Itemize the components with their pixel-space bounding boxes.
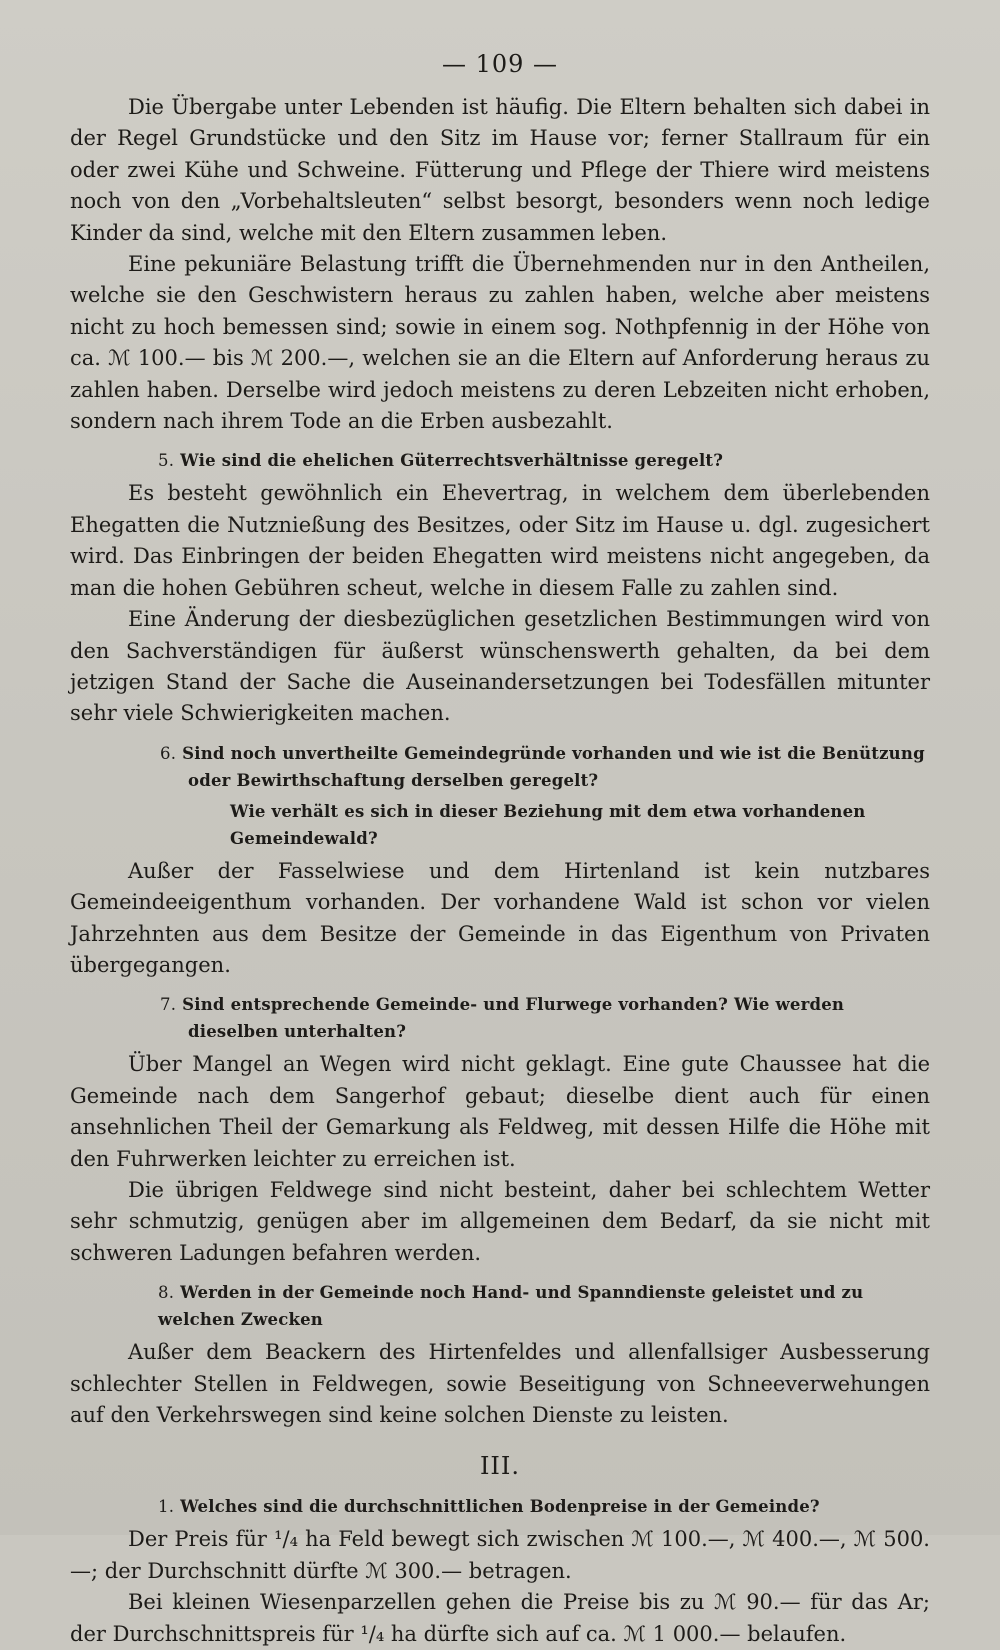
question-6 bbox=[70, 740, 930, 794]
paragraph-feldwege: Die übrigen Feldwege sind nicht besteint, daher bei schlechtem Wetter sehr schmutzig, genügen aber im allgemeinen dem Bedarf, da sie nicht mit schweren Ladungen befahren werden. bbox=[70, 1177, 930, 1265]
question-iii-1 bbox=[70, 1493, 930, 1520]
question-5 bbox=[70, 447, 930, 474]
question-text: Welches sind die durchschnittlichen Bodenpreise in der Gemeinde? bbox=[180, 1497, 820, 1517]
question-7 bbox=[70, 991, 930, 1045]
question-text: Werden in der Gemeinde noch Hand- und Spanndienste geleistet und zu welchen Zwecken bbox=[158, 1283, 864, 1330]
paragraph-ehevertrag: Es besteht gewöhnlich ein Ehevertrag, in welchem dem überlebenden Ehegatten die Nutznießung des Besitzes, oder Sitz im Hause u. dgl. zugesichert wird. Das Einbringen der beiden Ehegatten wird meistens nicht angegeben, da man die hohen Gebühren scheut, welche in diesem Falle zu zahlen sind. bbox=[70, 481, 930, 600]
question-text: Sind noch unvertheilte Gemeindegründe vorhanden und wie ist die Benützung oder Bewirthschaftung derselben geregelt? bbox=[182, 743, 925, 790]
question-number: 5. bbox=[158, 451, 175, 471]
question-number: 6. bbox=[160, 743, 177, 763]
paragraph-preis-wiesen: Bei kleinen Wiesenparzellen gehen die Preise bis zu ℳ 90.— für das Ar; der Durchschnittspreis für ¹/₄ ha dürfte sich auf ca. ℳ 1 000.— belaufen. bbox=[70, 1590, 930, 1646]
question-text: Wie sind die ehelichen Güterrechtsverhältnisse geregelt? bbox=[180, 451, 724, 471]
paragraph-aenderung: Eine Änderung der diesbezüglichen gesetzlichen Bestimmungen wird von den Sachverständigen für äußerst wünschenswerth gehalten, da bei dem jetzigen Stand der Sache die Auseinandersetzungen bei Todesfällen mitunter sehr viele Schwierigkeiten machen. bbox=[70, 607, 930, 726]
question-number: 8. bbox=[158, 1283, 175, 1303]
question-number: 7. bbox=[160, 995, 177, 1015]
question-text: Sind entsprechende Gemeinde- und Flurwege vorhanden? Wie werden dieselben unterhalten? bbox=[182, 995, 845, 1042]
question-number: 1. bbox=[158, 1497, 175, 1517]
page-number: — 109 — bbox=[441, 50, 559, 78]
paragraph-belastung: Eine pekuniäre Belastung trifft die Übernehmenden nur in den Antheilen, welche sie den Geschwistern heraus zu zahlen haben, welche aber meistens nicht zu hoch bemessen sind; sowie in einem sog. Nothpfennig in der Höhe von ca. ℳ 100.— bis ℳ 200.—, welchen sie an die Eltern auf Anforderung heraus zu zahlen haben. Derselbe wird jedoch meistens zu deren Lebzeiten nicht erhoben, sondern nach ihrem Tode an die Erben ausbezahlt. bbox=[70, 252, 930, 434]
paragraph-wege: Über Mangel an Wegen wird nicht geklagt. Eine gute Chaussee hat die Gemeinde nach dem Sangerhof gebaut; dieselbe dient auch für einen ansehnlichen Theil der Gemarkung als Feldweg, mit dessen Hilfe die Höhe mit den Fuhrwerken leichter zu erreichen ist. bbox=[70, 1052, 930, 1171]
paragraph-gemeindeeigenthum: Außer der Fasselwiese und dem Hirtenland ist kein nutzbares Gemeindeeigenthum vorhanden. Der vorhandene Wald ist schon vor vielen Jahrzehnten aus dem Besitze der Gemeinde in das Eigenthum von Privaten übergegangen. bbox=[70, 858, 930, 977]
question-6-sub bbox=[70, 798, 930, 852]
paragraph-dienste: Außer dem Beackern des Hirtenfeldes und allenfallsiger Ausbesserung schlechter Stellen in Feldwegen, sowie Beseitigung von Schneeverwehungen auf den Verkehrswegen sind keine solchen Dienste zu leisten. bbox=[70, 1340, 930, 1427]
page-content bbox=[70, 92, 930, 1650]
section-heading-iii: III. bbox=[479, 1452, 521, 1481]
paragraph-preis-feld: Der Preis für ¹/₄ ha Feld bewegt sich zwischen ℳ 100.—, ℳ 400.—, ℳ 500.—; der Durchschnitt dürfte ℳ 300.— betragen. bbox=[70, 1527, 930, 1583]
question-text: Wie verhält es sich in dieser Beziehung mit dem etwa vorhandenen Gemeindewald? bbox=[230, 801, 866, 848]
question-8 bbox=[70, 1279, 930, 1333]
paragraph-uebergabe: Die Übergabe unter Lebenden ist häufig. Die Eltern behalten sich dabei in der Regel Grundstücke und den Sitz im Hause vor; ferner Stallraum für ein oder zwei Kühe und Schweine. Fütterung und Pflege der Thiere wird meistens noch von den „Vorbehaltsleuten“ selbst besorgt, besonders wenn noch ledige Kinder da sind, welche mit den Eltern zusammen leben. bbox=[70, 95, 930, 245]
